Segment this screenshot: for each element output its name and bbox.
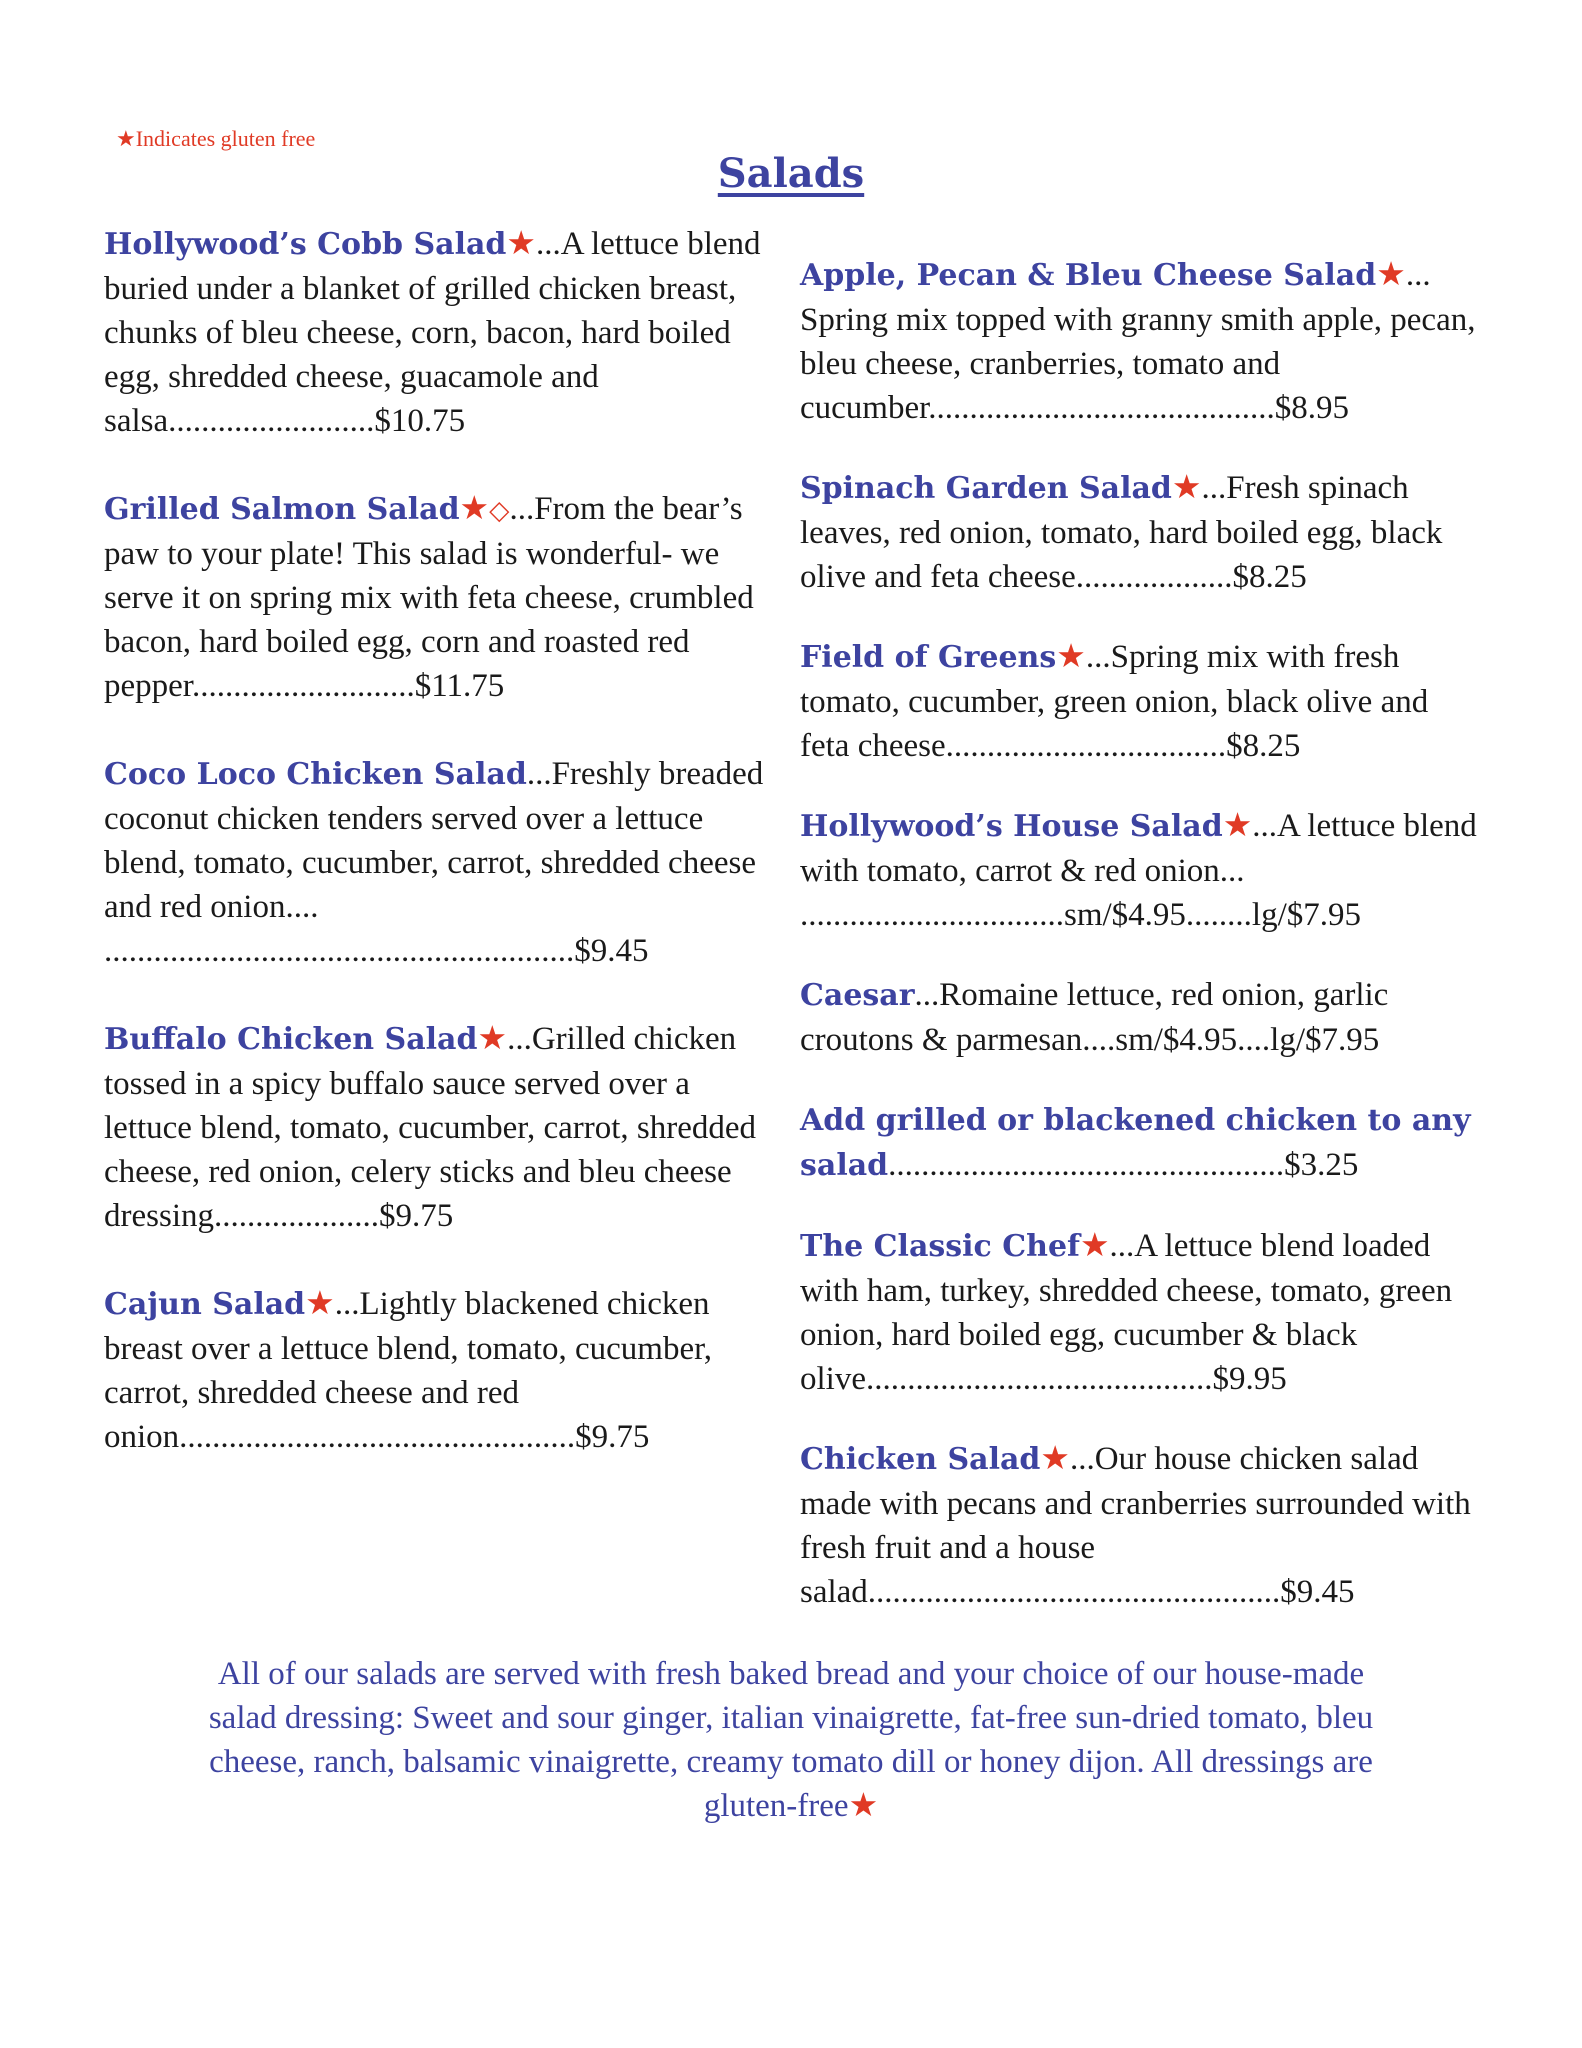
menu-item-description: ...Lightly blackened chicken breast over a lettuce blend, tomato, cucumber, carrot, shredded cheese and red onion................................................$9.75 bbox=[104, 1286, 713, 1455]
page-title: Salads bbox=[717, 150, 865, 197]
gluten-free-star-icon: ★ bbox=[459, 491, 490, 527]
menu-item bbox=[800, 1437, 1480, 1614]
menu-item-description: ...Fresh spinach leaves, red onion, tomato, hard boiled egg, black olive and feta cheese...................$8.25 bbox=[800, 470, 1443, 595]
menu-item-name: Hollywood’s House Salad bbox=[800, 809, 1223, 844]
right-menu-column bbox=[800, 253, 1480, 1650]
menu-item-description: ...Grilled chicken tossed in a spicy buffalo sauce served over a lettuce blend, tomato, cucumber, carrot, shredded cheese, red onion, celery sticks and bleu cheese dressing....................$9.75 bbox=[104, 1021, 757, 1234]
menu-item-description: ...A lettuce blend buried under a blanket of grilled chicken breast, chunks of bleu cheese, corn, bacon, hard boiled egg, shredded cheese, guacamole and salsa.........................$10.75 bbox=[104, 226, 761, 439]
menu-item bbox=[800, 1224, 1480, 1401]
menu-item-name: Add grilled or blackened chicken to any salad bbox=[800, 1103, 1471, 1183]
menu-item bbox=[104, 1017, 764, 1238]
menu-item bbox=[104, 487, 764, 708]
menu-item-description: ................................................$3.25 bbox=[888, 1147, 1359, 1183]
menu-item-name: Chicken Salad bbox=[800, 1442, 1041, 1477]
menu-item bbox=[104, 752, 764, 973]
gluten-free-star-icon: ★ bbox=[1171, 470, 1202, 506]
menu-item-description: ...Romaine lettuce, red onion, garlic croutons & parmesan....sm/$4.95....lg/$7.95 bbox=[800, 977, 1389, 1058]
star-icon: ★ bbox=[116, 126, 136, 151]
menu-item bbox=[104, 1282, 764, 1459]
left-menu-column bbox=[104, 222, 764, 1503]
menu-item bbox=[800, 1098, 1480, 1188]
menu-item-name: Field of Greens bbox=[800, 640, 1057, 675]
menu-item-name: The Classic Chef bbox=[800, 1229, 1080, 1264]
gluten-free-star-icon: ★ bbox=[506, 226, 536, 262]
gluten-free-star-icon: ★ bbox=[1222, 808, 1253, 844]
menu-item-description: ...A lettuce blend with tomato, carrot & red onion... ................................sm/$4.95........lg/$7.95 bbox=[800, 808, 1477, 933]
menu-item-name: Coco Loco Chicken Salad bbox=[104, 757, 527, 792]
menu-item-description: ...From the bear’s paw to your plate! This salad is wonderful- we serve it on spring mix with feta cheese, crumbled bacon, hard boiled egg, corn and roasted red pepper...........................$11.75 bbox=[104, 491, 754, 704]
gluten-free-star-icon: ★ bbox=[305, 1286, 335, 1322]
gluten-free-star-icon: ★ bbox=[848, 1788, 879, 1824]
dressing-note bbox=[190, 1652, 1392, 1828]
menu-item-name: Apple, Pecan & Bleu Cheese Salad bbox=[800, 258, 1377, 293]
menu-item-name: Hollywood’s Cobb Salad bbox=[104, 227, 507, 262]
dressing-note-text: All of our salads are served with fresh baked bread and your choice of our house-made salad dressing: Sweet and sour ginger, italian vinaigrette, fat-free sun-dried tomato, bleu cheese, ranch, balsamic vinaigrette, creamy tomato dill or honey dijon. All dressings are gluten-free bbox=[208, 1656, 1374, 1824]
menu-item bbox=[800, 973, 1480, 1062]
menu-item-description: ...Our house chicken salad made with pecans and cranberries surrounded with fresh fruit and a house salad..................................................$9.45 bbox=[800, 1441, 1471, 1610]
menu-item-description: ... Spring mix topped with granny smith apple, pecan, bleu cheese, cranberries, tomato and cucumber..........................................$8.95 bbox=[800, 257, 1476, 426]
menu-item-name: Caesar bbox=[800, 978, 915, 1013]
diamond-icon: ◇ bbox=[489, 495, 510, 525]
menu-item-name: Buffalo Chicken Salad bbox=[104, 1022, 478, 1057]
gluten-free-star-icon: ★ bbox=[1056, 639, 1086, 675]
menu-item bbox=[800, 253, 1480, 430]
gluten-free-star-icon: ★ bbox=[477, 1021, 508, 1057]
menu-item-name: Spinach Garden Salad bbox=[800, 471, 1172, 506]
menu-item bbox=[104, 222, 764, 443]
menu-item-description: ...Spring mix with fresh tomato, cucumber, green onion, black olive and feta cheese..................................$8.25 bbox=[800, 639, 1429, 764]
menu-item-name: Grilled Salmon Salad bbox=[104, 492, 460, 527]
gluten-free-star-icon: ★ bbox=[1040, 1441, 1070, 1477]
menu-item bbox=[800, 635, 1480, 768]
legend-text: Indicates gluten free bbox=[135, 126, 316, 151]
gluten-free-star-icon: ★ bbox=[1376, 257, 1406, 293]
menu-item bbox=[800, 804, 1480, 937]
gluten-free-legend bbox=[116, 126, 315, 152]
menu-item-description: ...A lettuce blend loaded with ham, turkey, shredded cheese, tomato, green onion, hard boiled egg, cucumber & black olive..........................................$9.95 bbox=[800, 1228, 1453, 1397]
menu-item bbox=[800, 466, 1480, 599]
menu-item-name: Cajun Salad bbox=[104, 1287, 306, 1322]
gluten-free-star-icon: ★ bbox=[1079, 1228, 1110, 1264]
menu-item-description: ...Freshly breaded coconut chicken tenders served over a lettuce blend, tomato, cucumber, carrot, shredded cheese and red onion.... .........................................................$9.45 bbox=[104, 756, 764, 969]
